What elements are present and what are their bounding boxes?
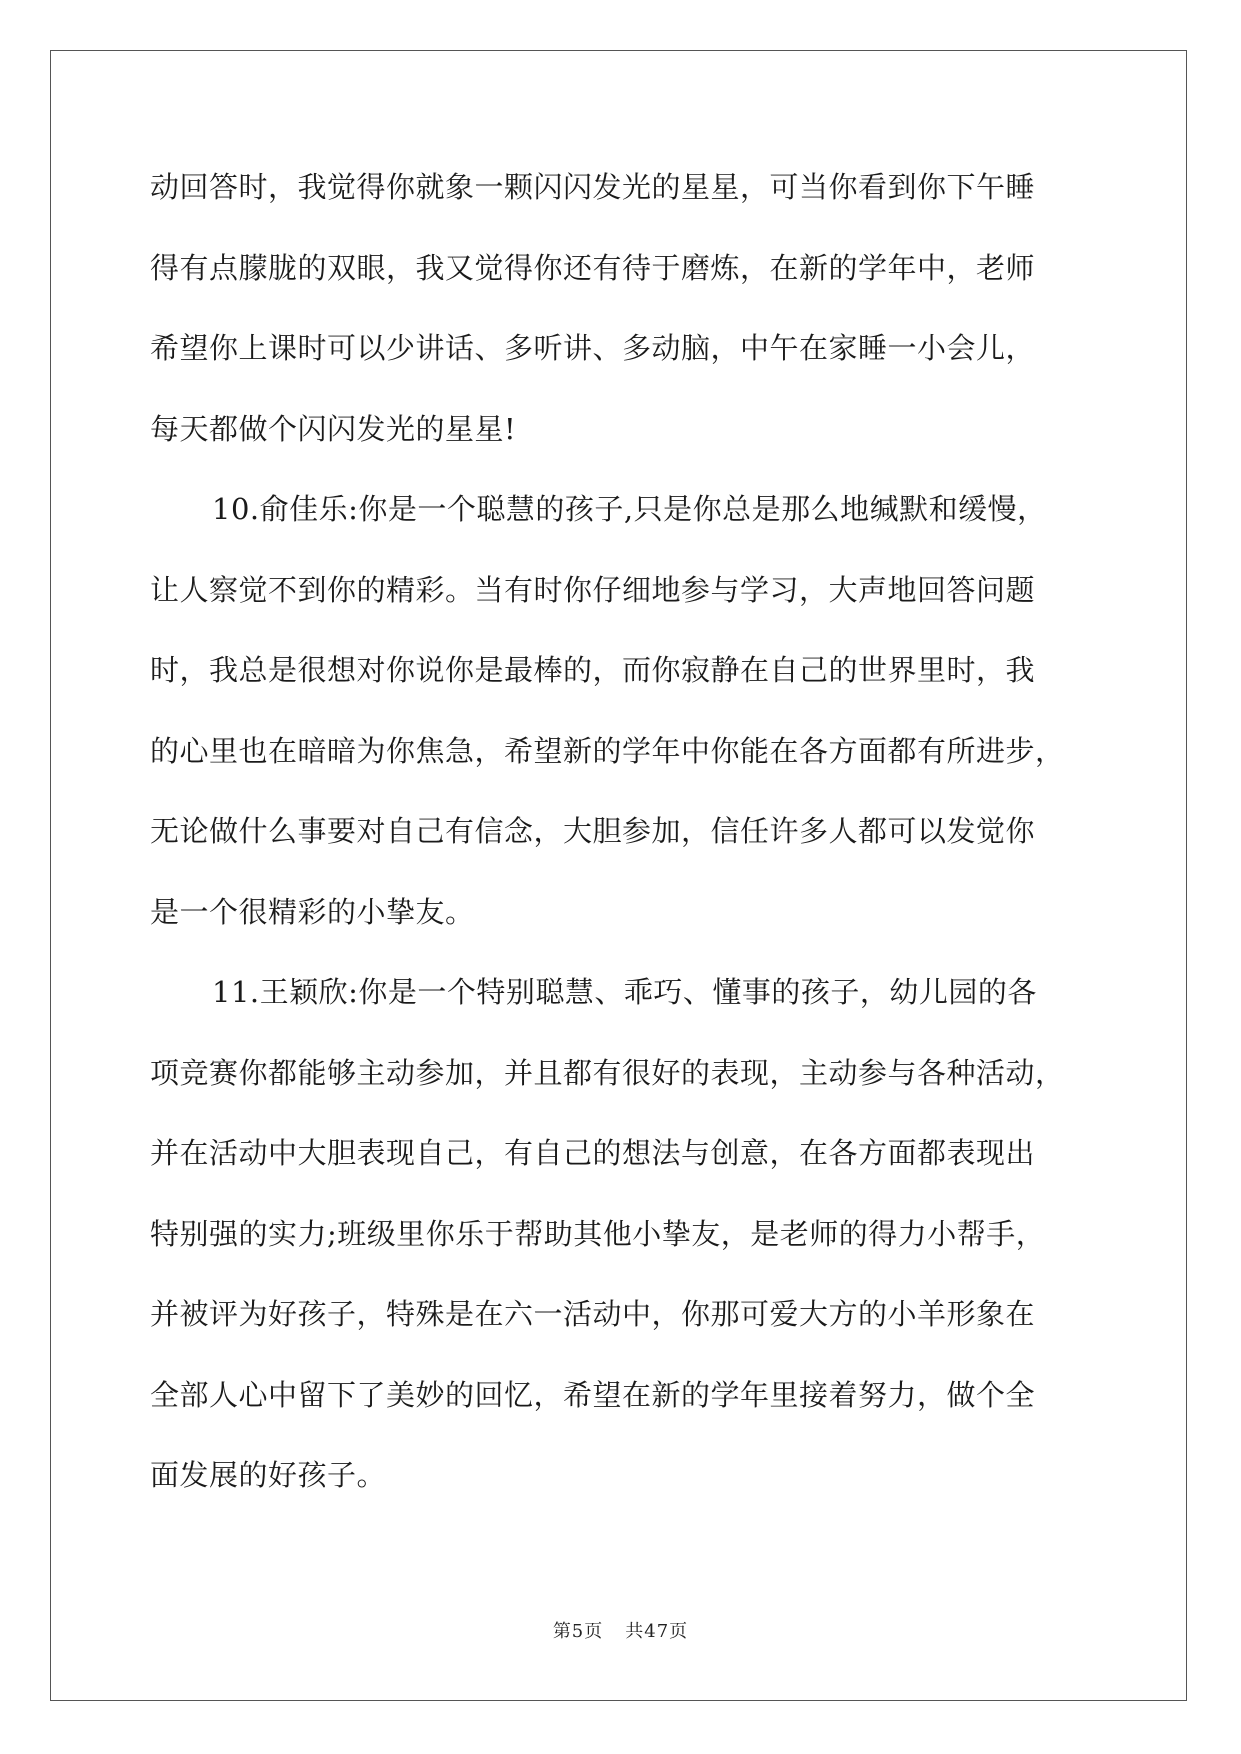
- page-footer: [0, 1617, 1241, 1643]
- text-line: 项竞赛你都能够主动参加，并且都有很好的表现，主动参与各种活动，: [150, 1055, 1065, 1090]
- text-line: 得有点朦胧的双眼，我又觉得你还有待于磨炼，在新的学年中，老师: [150, 250, 1036, 285]
- text-line: 是一个很精彩的小挚友。: [150, 894, 475, 929]
- text-line: 特别强的实力;班级里你乐于帮助其他小挚友，是老师的得力小帮手，: [150, 1216, 1046, 1251]
- text-line: 并在活动中大胆表现自己，有自己的想法与创意，在各方面都表现出: [150, 1136, 1036, 1170]
- paragraph-first-line: 11.王颖欣:你是一个特别聪慧、乖巧、懂事的孩子，幼儿园的各: [212, 975, 1037, 1009]
- text-line: 面发展的好孩子。: [150, 1458, 387, 1492]
- page-total: 共47页: [625, 1621, 689, 1642]
- text-line: 全部人心中留下了美妙的回忆，希望在新的学年里接着努力，做个全: [150, 1377, 1036, 1412]
- text-line: 每天都做个闪闪发光的星星!: [150, 411, 517, 446]
- text-line: 并被评为好孩子，特殊是在六一活动中，你那可爱大方的小羊形象在: [150, 1297, 1036, 1331]
- paragraph-first-line: 10.俞佳乐:你是一个聪慧的孩子,只是你总是那么地缄默和缓慢，: [212, 492, 1047, 526]
- text-line: 希望你上课时可以少讲话、多听讲、多动脑，中午在家睡一小会儿，: [150, 331, 1036, 365]
- text-line: 动回答时，我觉得你就象一颗闪闪发光的星星，可当你看到你下午睡: [150, 170, 1036, 204]
- text-line: 的心里也在暗暗为你焦急，希望新的学年中你能在各方面都有所进步，: [150, 733, 1065, 768]
- document-body: [150, 147, 1090, 1516]
- text-line: 让人察觉不到你的精彩。当有时你仔细地参与学习，大声地回答问题: [150, 572, 1036, 607]
- text-line: 无论做什么事要对自己有信念，大胆参加，信任许多人都可以发觉你: [150, 814, 1036, 848]
- text-line: 时，我总是很想对你说你是最棒的，而你寂静在自己的世界里时，我: [150, 653, 1036, 687]
- page-number: 第5页: [552, 1621, 604, 1642]
